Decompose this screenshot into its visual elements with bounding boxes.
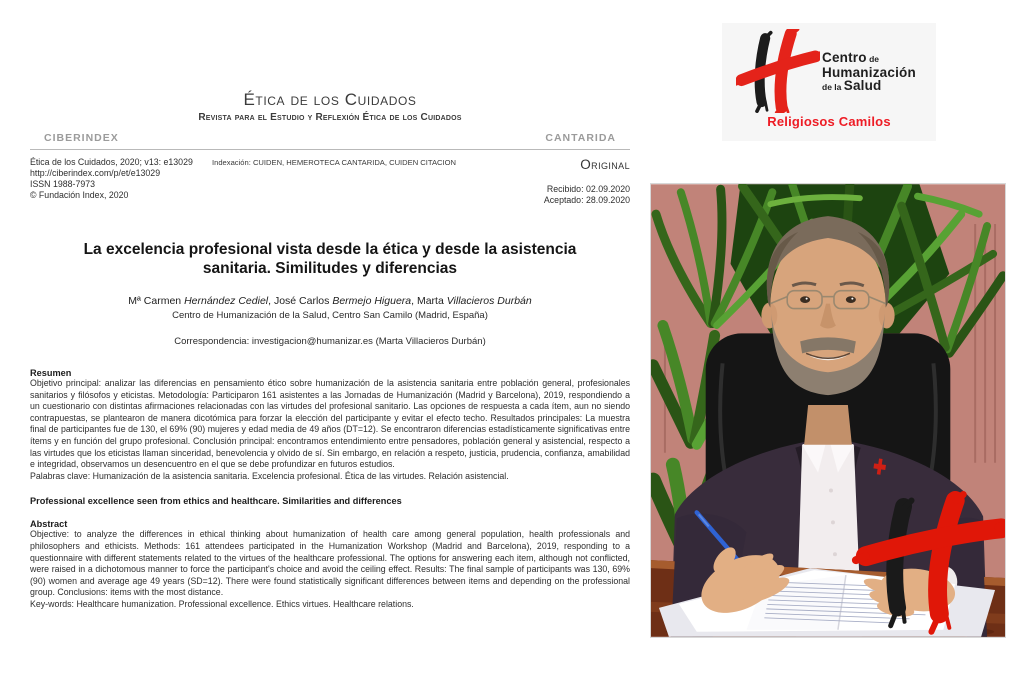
abstract-heading: Abstract: [30, 519, 68, 530]
logo-line1: Centro: [822, 50, 867, 65]
journal-subtitle: Revista para el Estudio y Reflexión Ética de los Cuidados: [198, 112, 462, 123]
citation-url: http://ciberindex.com/p/et/e13029: [30, 168, 161, 178]
author-given: , José Carlos: [268, 295, 333, 307]
accepted-date: Aceptado: 28.09.2020: [543, 195, 630, 205]
logo-line3: Salud: [843, 78, 882, 93]
portrait-photo: [650, 183, 1006, 638]
correspondence-line: Correspondencia: investigacion@humanizar.es (Marta Villacieros Durbán): [174, 336, 486, 347]
chs-logo: [722, 23, 936, 141]
ciberindex-label: CIBERINDEX: [44, 132, 119, 144]
article-scan: [30, 90, 630, 611]
palabras-clave-line: Palabras clave: Humanización de la asistencia sanitaria. Excelencia profesional. Ética de las virtudes. Relación asistencial.: [30, 470, 509, 481]
author-family: Bermejo Higuera: [332, 295, 412, 307]
author-given: Mª Carmen: [128, 295, 185, 307]
english-title: Professional excellence seen from ethics and healthcare. Similarities and differences: [30, 496, 402, 507]
issn-line: ISSN 1988-7973: [30, 179, 96, 189]
citation-block: [30, 157, 212, 206]
author-family: Villacieros Durbán: [446, 295, 532, 307]
cantarida-label: CANTARIDA: [545, 132, 616, 144]
received-date: Recibido: 02.09.2020: [546, 184, 630, 194]
copyright-line: © Fundación Index, 2020: [30, 190, 129, 200]
resumen-text: Objetivo principal: analizar las diferencias en pensamiento ético sobre humanización de la asistencia sanitaria entre población general, profesionales sanitarios y filósofos y eticistas. Metodología: Participaron 161 asistentes a las Jornadas de Humanización (Madrid y Barcelona), 2019, respondiendo a un cuestionario con distintas afirmaciones relacionadas con las virtudes del profesional sanitario. Las opciones de respuesta a cada ítem, aun no siendo contrapuestas, se plantearon de manera dicotómica para forzar la elección del participante y evitar el efecto techo. Resultados principales: La muestra final de participantes fue de 130, el 69% (90) mujeres y edad media de 49 años (DT=12). Se encontraron diferencias estadísticamente significativas entre ítems y en función del grupo profesional. Conclusión principal: encontramos entendimiento entre pensadores, población general y asistencial, respecto a las virtudes que los eticistas llaman sinceridad, benevolencia y olvido de sí. Sin embargo, en relación a respeto, justicia, prudencia, confianza, amabilidad e integridad, observamos un desencuentro en el que se debe profundizar en futuros estudios.: [30, 378, 630, 470]
logo-tagline: Religiosos Camilos: [767, 114, 891, 129]
header-divider: [30, 149, 630, 150]
journal-title: Ética de los Cuidados: [243, 90, 417, 109]
article-type-label: Original: [580, 157, 630, 172]
citation-line: Ética de los Cuidados, 2020; v13: e13029: [30, 157, 193, 167]
affiliation-line: Centro de Humanización de la Salud, Centro San Camilo (Madrid, España): [172, 310, 488, 321]
abstract-text: Objective: to analyze the differences in ethical thinking about humanization of health care among general population, health professionals and philosophers and ethicists. Methods: 161 attendees participated in the Humanization Workshop (Madrid and Barcelona), 2019, responding to a questionnaire with different statements related to the virtues of the healthcare professional. The options for answering each item, although not conflicted, were raised in a dichotomous manner to force the participant's choice and avoid the ceiling effect. Results: The final sample of participants was 130, 69% (90) women and average age 49 years (SD=12). There were found statistically significant differences between items and depending on the professional group. Conclusions: items with the most distance.: [30, 529, 630, 598]
keywords-line: Key-words: Healthcare humanization. Professional excellence. Ethics virtues. Healthcare relations.: [30, 598, 414, 609]
camilos-cross-logo-icon: [736, 29, 820, 113]
author-given: , Marta: [411, 295, 447, 307]
indexing-note: Indexación: CUIDEN, HEMEROTECA CANTARIDA, CUIDEN CITACION: [212, 158, 457, 167]
logo-wordmark: Centro de Humanización de la Salud: [822, 50, 916, 93]
metadata-row: [30, 157, 630, 206]
article-title: La excelencia profesional vista desde la ética y desde la asistencia sanitaria. Similitudes y diferencias: [83, 241, 577, 277]
authors-line: [30, 295, 630, 307]
logo-line2: Humanización: [822, 65, 916, 80]
resumen-heading: Resumen: [30, 368, 72, 378]
author-family: Hernández Cediel: [184, 295, 269, 307]
